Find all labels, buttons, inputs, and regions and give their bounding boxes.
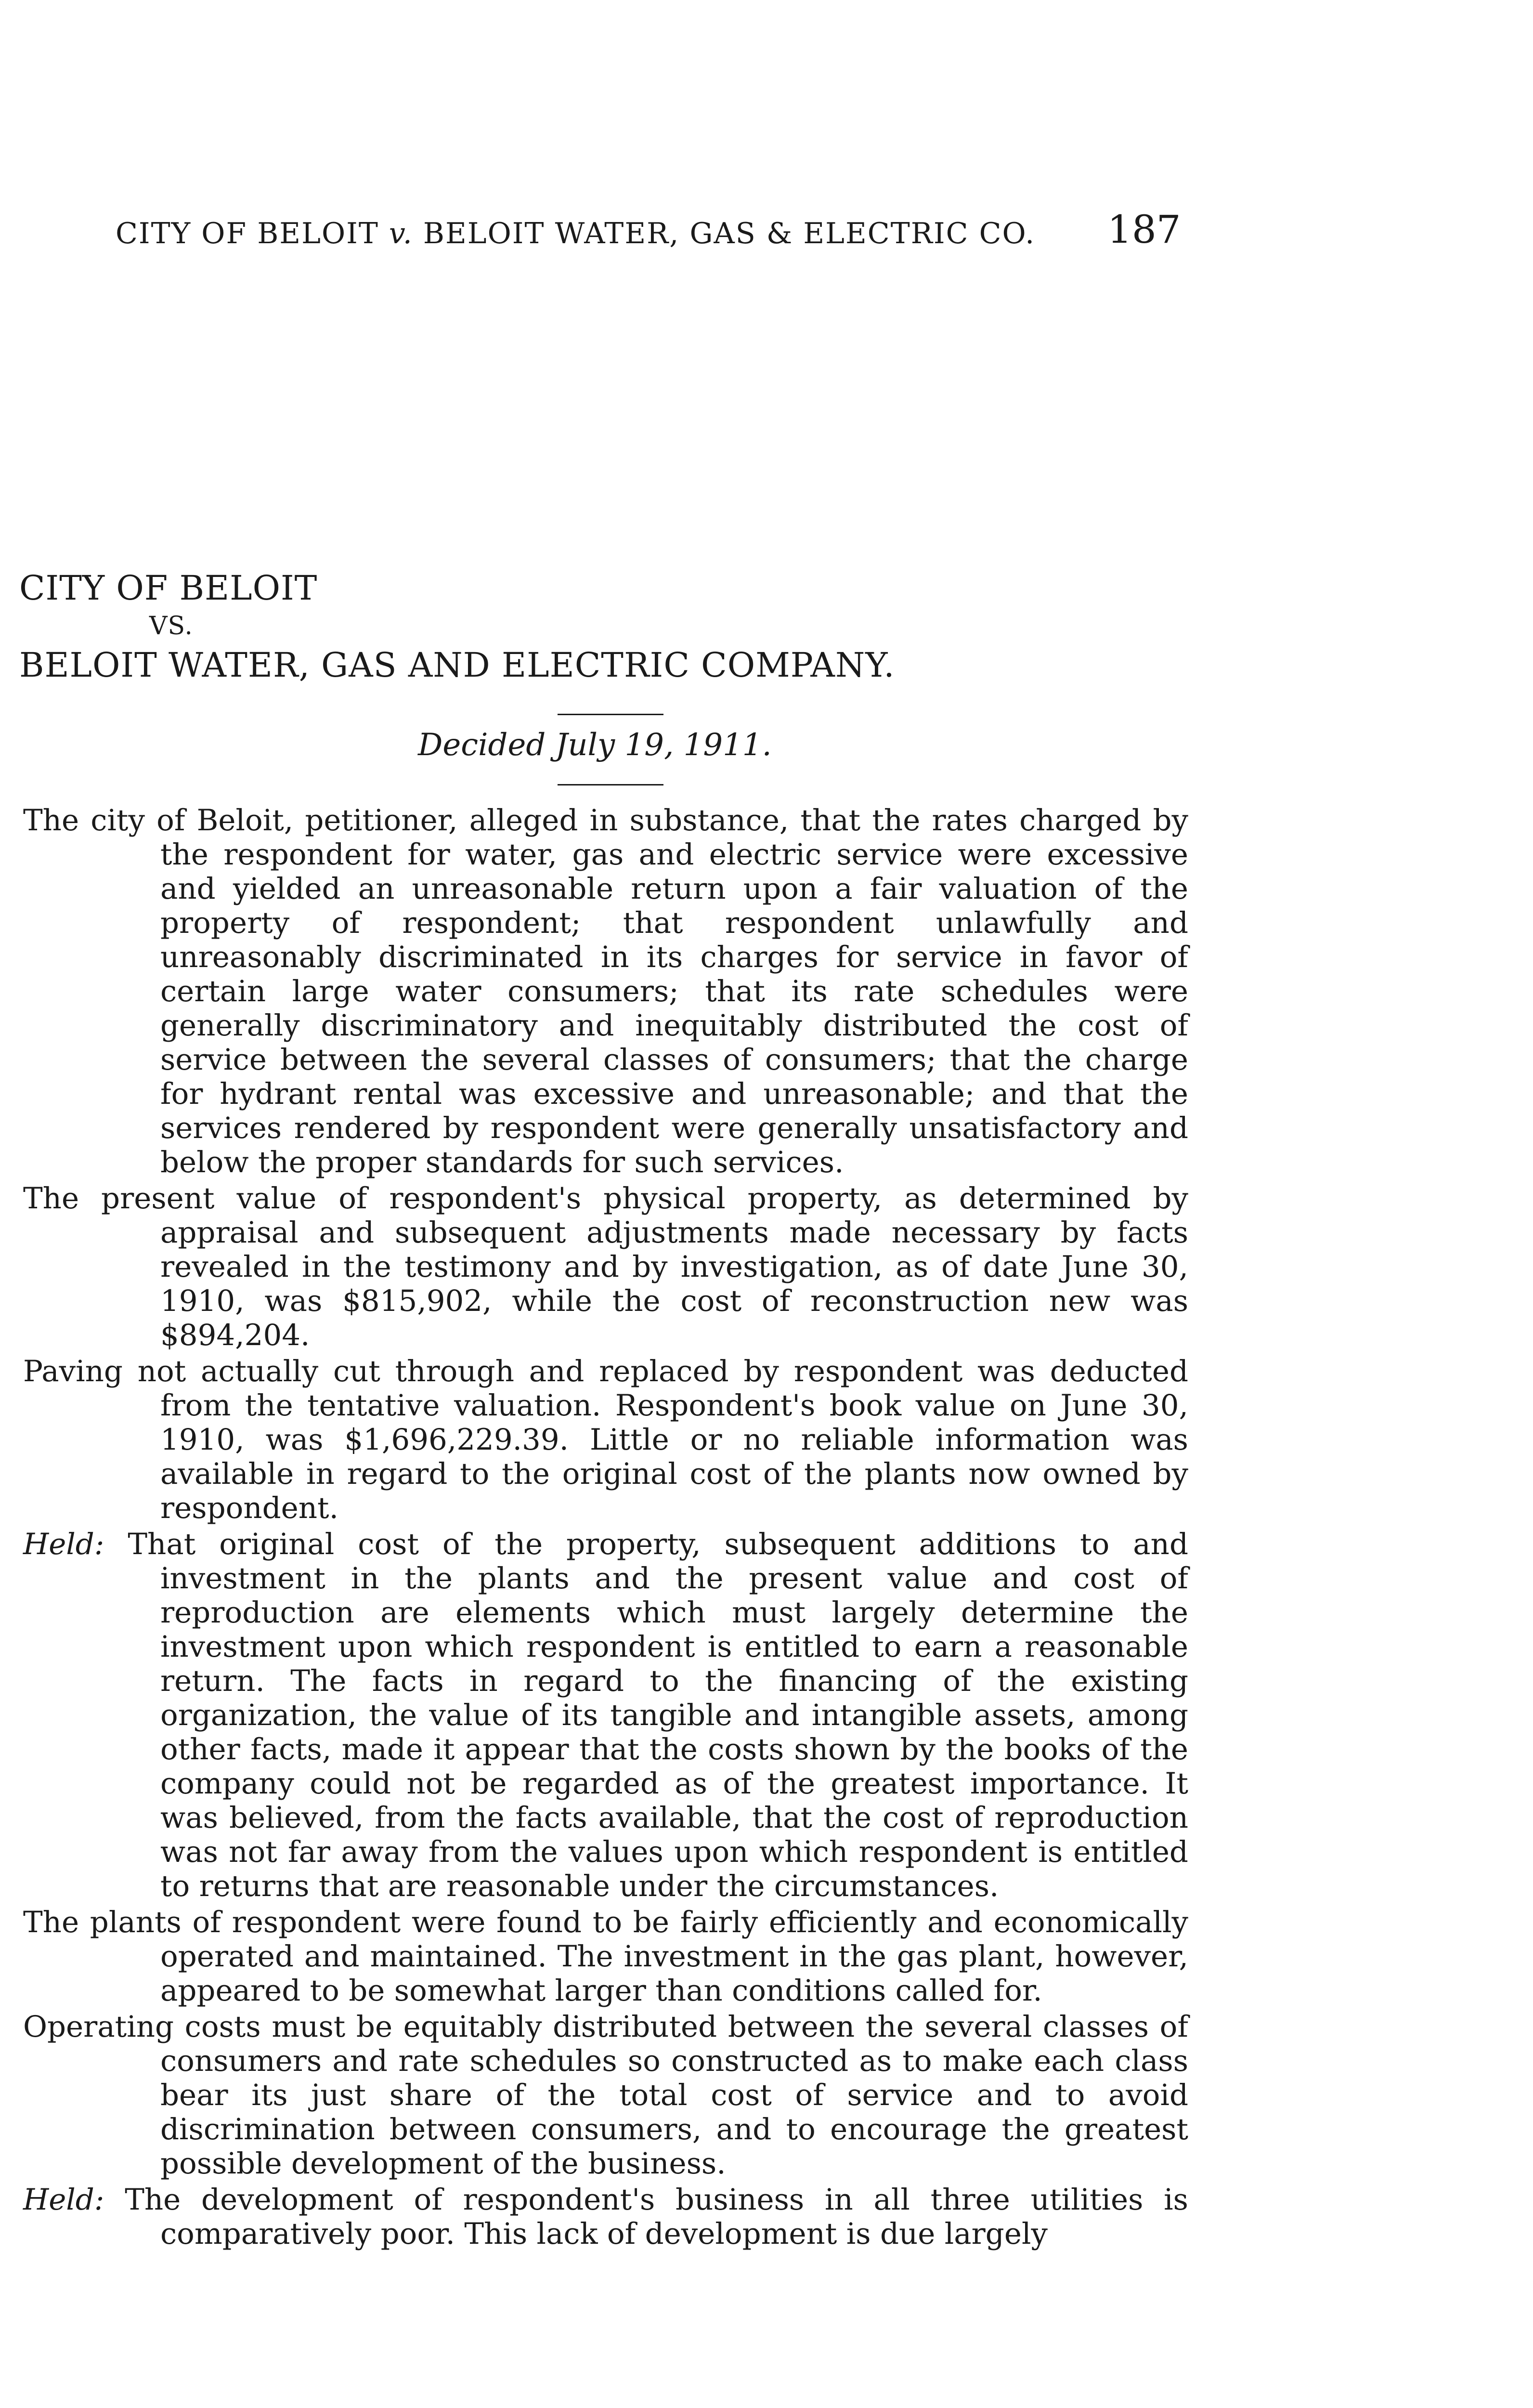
running-head	[116, 207, 1181, 260]
running-title-versus: v.	[389, 217, 413, 250]
divider-rule-bottom	[558, 784, 663, 785]
syllabus-text: That original cost of the property, subsequent additions to and investment in the plants and the present value and cost of reproduction are elements which must largely determine the investment upon which respondent is entitled to earn a reasonable return. The facts in regard to the financing of the existing organization, the value of its tangible and intangible assets, among other facts, made it appear that the costs shown by the books of the company could not be regarded as of the greatest importance. It was believed, from the facts available, that the cost of reproduction was not far away from the values upon which respondent is entitled to returns that are reasonable under the circumstances.	[128, 1527, 1188, 1903]
syllabus	[23, 803, 1188, 2253]
running-title-post: BELOIT WATER, GAS & ELECTRIC CO.	[413, 217, 1036, 250]
syllabus-paragraph	[23, 2183, 1188, 2251]
syllabus-paragraph	[23, 803, 1188, 1179]
syllabus-text: Operating costs must be equitably distributed between the several classes of consumers and rate schedules so constructed as to make each class bear its just share of the total cost of service and to avoid discrimination between consumers, and to encourage the greatest possible development of the business.	[23, 2010, 1188, 2181]
syllabus-text: The present value of respondent's physical property, as determined by appraisal and subsequent adjustments made necessary by facts revealed in the testimony and by investigation, as of date June 30, 1910, was $815,902, while the cost of reconstruction new was $894,204.	[23, 1181, 1188, 1352]
case-caption-respondent: BELOIT WATER, GAS AND ELECTRIC COMPANY.	[19, 645, 895, 685]
divider-rule-top	[558, 714, 663, 715]
running-title-pre: CITY OF BELOIT	[116, 217, 389, 250]
held-label: Held:	[23, 2183, 104, 2217]
decided-date: Decided July 19, 1911.	[418, 727, 772, 763]
page-number: 187	[1107, 207, 1181, 252]
syllabus-paragraph	[23, 1905, 1188, 2008]
syllabus-paragraph	[23, 1527, 1188, 1903]
syllabus-text: The plants of respondent were found to be fairly efficiently and economically operated and maintained. The investment in the gas plant, however, appeared to be somewhat larger than conditions called for.	[23, 1905, 1188, 2008]
syllabus-paragraph	[23, 1181, 1188, 1352]
syllabus-paragraph	[23, 1354, 1188, 1525]
case-caption-vs: VS.	[149, 612, 193, 641]
syllabus-text: Paving not actually cut through and replaced by respondent was deducted from the tentative valuation. Respondent's book value on June 30, 1910, was $1,696,229.39. Little or no reliable information was available in regard to the original cost of the plants now owned by respondent.	[23, 1354, 1188, 1525]
running-title	[116, 217, 1035, 250]
syllabus-text: The development of respondent's business in all three utilities is comparatively poor. This lack of development is due largely	[125, 2183, 1188, 2251]
syllabus-paragraph	[23, 2010, 1188, 2181]
syllabus-text: The city of Beloit, petitioner, alleged in substance, that the rates charged by the respondent for water, gas and electric service were excessive and yielded an unreasonable return upon a fair valuation of the property of respondent; that respondent unlawfully and unreasonably discriminated in its charges for service in favor of certain large water consumers; that its rate schedules were generally discriminatory and inequitably distributed the cost of service between the several classes of consumers; that the charge for hydrant rental was excessive and unreasonable; and that the services rendered by respondent were generally unsatisfactory and below the proper standards for such services.	[23, 803, 1188, 1179]
case-caption-petitioner: CITY OF BELOIT	[19, 568, 318, 608]
held-label: Held:	[23, 1527, 104, 1561]
